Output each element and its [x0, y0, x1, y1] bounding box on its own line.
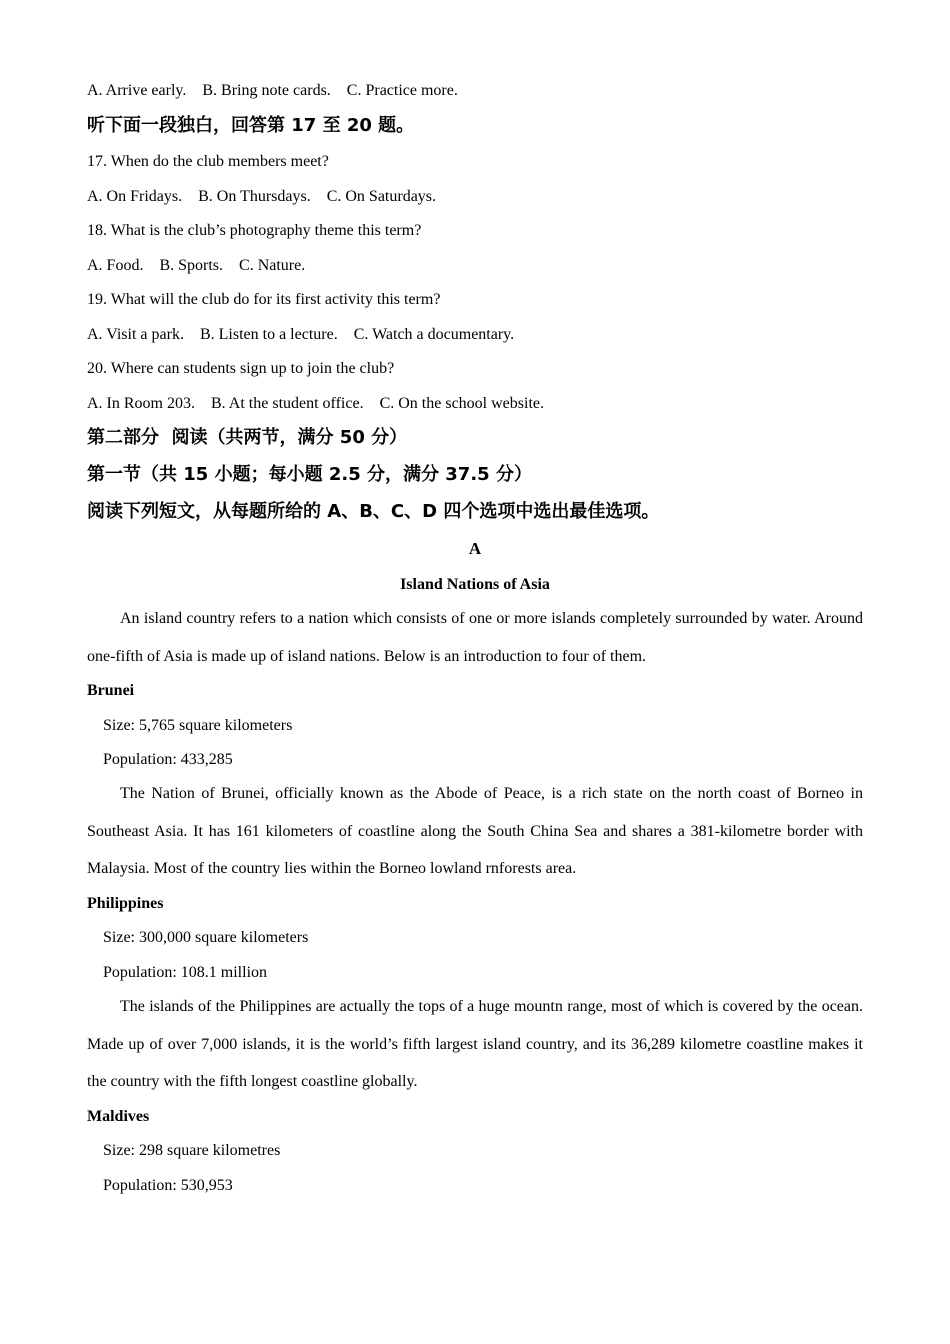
- reading-instruction: 阅读下列短文，从每题所给的 A、B、C、D 四个选项中选出最佳选项。: [87, 501, 660, 522]
- question-18-options: A. Food. B. Sports. C. Nature.: [87, 257, 306, 274]
- brunei-description: The Nation of Brunei, officially known as the Abode of Peace, is a rich state on the north coast of Borneo in Southeast Asia. It has 161 kilometers of coastline along the South China Sea and shares a 381-kilometre border with Malaysia. Most of the country lies within the Borneo lowland rnforests area.: [87, 785, 863, 877]
- passage-letter: A: [468, 539, 482, 558]
- passage-title: Island Nations of Asia: [400, 576, 550, 593]
- philippines-description: The islands of the Philippines are actually the tops of a huge mountn range, most of which is covered by the ocean. Made up of over 7,000 islands, it is the world’s fifth largest island country, and its 36,289 kilometre coastline makes it the country with the fifth longest coastline globally.: [87, 998, 863, 1090]
- country-heading-maldives: Maldives: [87, 1108, 150, 1125]
- question-19-options: A. Visit a park. B. Listen to a lecture. C. Watch a documentary.: [87, 326, 515, 343]
- country-heading-brunei: Brunei: [87, 682, 135, 699]
- maldives-size: Size: 298 square kilometres: [103, 1142, 281, 1159]
- q16-options: A. Arrive early. B. Bring note cards. C. Practice more.: [87, 82, 458, 99]
- part2-heading: 第二部分 阅读（共两节，满分 50 分）: [87, 427, 408, 448]
- question-19: 19. What will the club do for its first activity this term?: [87, 291, 441, 308]
- question-17: 17. When do the club members meet?: [87, 153, 329, 170]
- section-heading-monologue: 听下面一段独白，回答第 17 至 20 题。: [87, 115, 415, 136]
- question-20: 20. Where can students sign up to join the club?: [87, 360, 395, 377]
- brunei-size: Size: 5,765 square kilometers: [103, 717, 293, 734]
- question-18: 18. What is the club’s photography theme this term?: [87, 222, 422, 239]
- passage-intro: An island country refers to a nation which consists of one or more islands completely surrounded by water. Around one-fifth of Asia is made up of island nations. Below is an introduction to four of them.: [87, 610, 863, 665]
- philippines-size: Size: 300,000 square kilometers: [103, 929, 309, 946]
- maldives-population: Population: 530,953: [103, 1177, 233, 1194]
- brunei-population: Population: 433,285: [103, 751, 233, 768]
- question-17-options: A. On Fridays. B. On Thursdays. C. On Saturdays.: [87, 188, 437, 205]
- section1-heading: 第一节（共 15 小题；每小题 2.5 分，满分 37.5 分）: [87, 464, 532, 485]
- philippines-population: Population: 108.1 million: [103, 964, 268, 981]
- country-heading-philippines: Philippines: [87, 895, 164, 912]
- question-20-options: A. In Room 203. B. At the student office. C. On the school website.: [87, 395, 544, 412]
